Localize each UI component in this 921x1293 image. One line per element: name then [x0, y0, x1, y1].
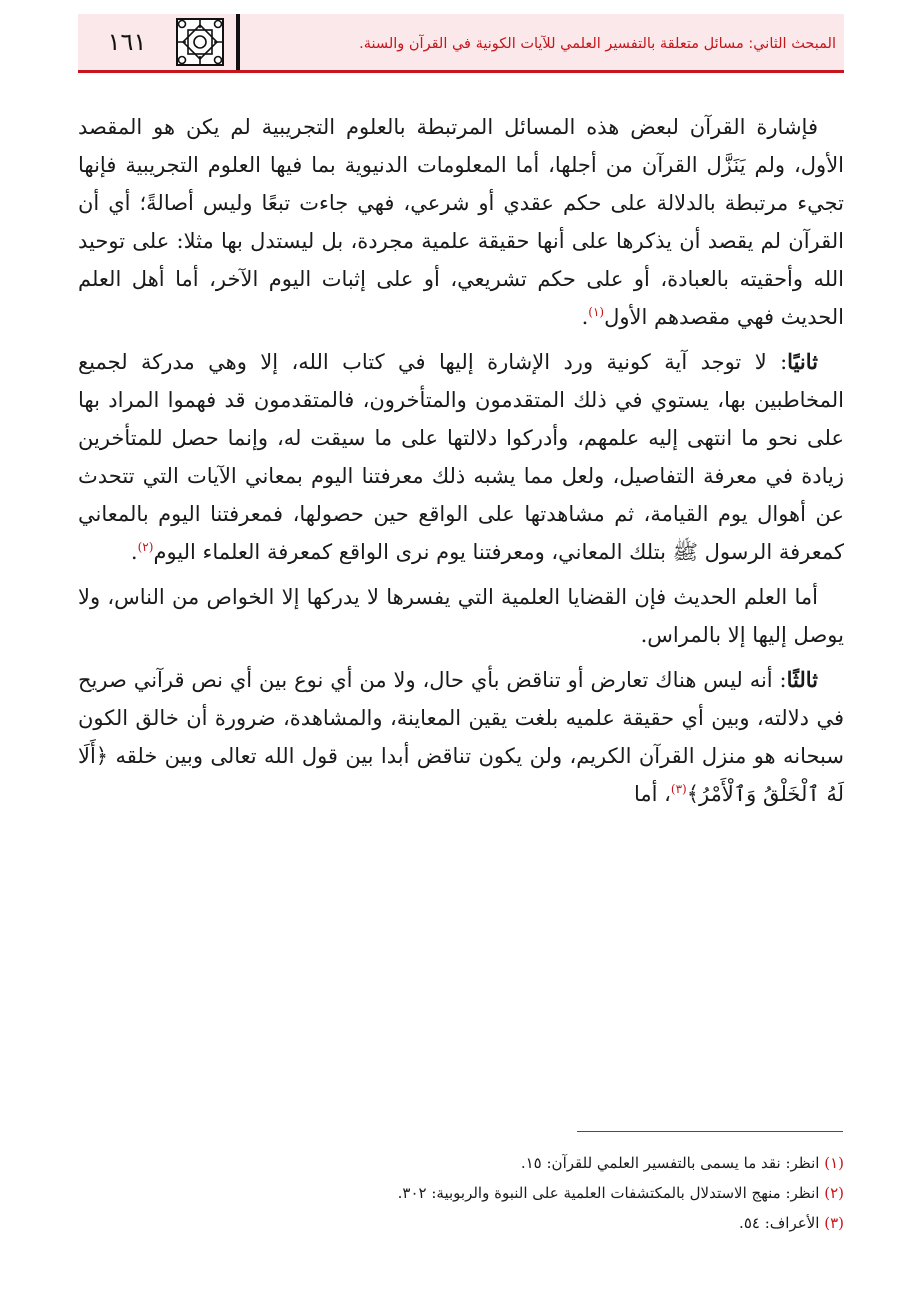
- footnote-ref-3[interactable]: (٣): [670, 782, 687, 796]
- footnote-separator: [577, 1131, 843, 1132]
- footnote-2: [78, 1178, 844, 1208]
- main-text: [78, 108, 844, 820]
- paragraph-1-end: .: [581, 305, 589, 329]
- paragraph-2-end: .: [130, 540, 138, 564]
- header-underline: [78, 70, 844, 73]
- quran-verse: ﴿أَلَا لَهُ ٱلْخَلْقُ وَٱلْأَمْرُ﴾: [78, 744, 844, 806]
- footnote-ref-2[interactable]: (٢): [137, 540, 154, 554]
- paragraph-1: [78, 108, 844, 336]
- paragraph-4-lead: ثالثًا: [786, 667, 818, 692]
- geometric-star-ornament-icon: [176, 18, 224, 66]
- footnote-3: [78, 1208, 844, 1238]
- paragraph-2-text: : لا توجد آية كونية ورد الإشارة إليها في كتاب الله، إلا وهي مدركة لجميع المخاطبين بها، يستوي في ذلك المتقدمون والمتأخرون، فالمتقدمون قد فهموا المراد بها على نحو ما انتهى إليه علمهم، وأدركوا دلالتها على ما سيقت له، وإنما حصل للمتأخرين زيادة في معرفة التفاصيل، ولعل مما يشبه ذلك معرفتنا اليوم بمعاني الآيات التي تتحدث عن أهوال يوم القيامة، ثم مشاهدتها على الواقع حين حصولها، فمعرفتنا اليوم بالمعاني كمعرفة الرسول ﷺ بتلك المعاني، ومعرفتنا يوم نرى الواقع كمعرفة العلماء اليوم: [78, 350, 844, 564]
- paragraph-2: [78, 343, 844, 571]
- paragraph-3: أما العلم الحديث فإن القضايا العلمية التي يفسرها لا يدركها إلا الخواص من الناس، ولا يوصل إليها إلا بالمراس.: [78, 585, 844, 647]
- paragraph-4-end: ، أما: [633, 782, 671, 806]
- page-header: [78, 14, 844, 70]
- footnote-text: الأعراف: ٥٤.: [739, 1214, 820, 1232]
- footnote-number: (٢): [824, 1184, 844, 1202]
- footnote-1: [78, 1148, 844, 1178]
- page-number: ١٦١: [107, 28, 147, 56]
- footnotes: [78, 1148, 844, 1238]
- paragraph-1-text: فإشارة القرآن لبعض هذه المسائل المرتبطة بالعلوم التجريبية لم يكن هو المقصد الأول، ولم يَنَزَّل القرآن من أجلها، أما المعلومات الدنيوية بما فيها العلوم التجريبية فإنها تجيء مرتبطة بالدلالة على حكم عقدي أو شرعي، فهي جاءت تبعًا وليس أصالةً؛ أي أن القرآن لم يقصد أن يذكرها على أنها حقيقة علمية مجردة، بل ليستدل بها مثلا: على توحيد الله وأحقيته بالعبادة، أو على حكم تشريعي، أو على إثبات اليوم الآخر، أما أهل العلم الحديث فهي مقصدهم الأول: [78, 115, 845, 329]
- header-divider: [236, 14, 240, 70]
- footnote-text: انظر: نقد ما يسمى بالتفسير العلمي للقرآن: ١٥.: [520, 1154, 820, 1172]
- footnote-ref-1[interactable]: (١): [588, 305, 605, 319]
- footnote-text: انظر: منهج الاستدلال بالمكتشفات العلمية على النبوة والربوبية: ٣٠٢.: [397, 1184, 820, 1202]
- footnote-number: (١): [824, 1154, 844, 1172]
- paragraph-2-lead: ثانيًا: [787, 349, 818, 374]
- footnote-number: (٣): [824, 1214, 844, 1232]
- paragraph-4-text: : أنه ليس هناك تعارض أو تناقض بأي حال، ولا من أي نوع بين أي نص قرآني صريح في دلالته، وبين أي حقيقة علميه بلغت يقين المعاينة، والمشاهدة، ضرورة أن خالق الكون سبحانه هو منزل القرآن الكريم، ولن يكون تناقض أبدا بين قول الله تعالى وبين خلقه: [78, 668, 844, 768]
- paragraph-4: [78, 661, 844, 813]
- running-head: المبحث الثاني: مسائل متعلقة بالتفسير العلمي للآيات الكونية في القرآن والسنة.: [359, 36, 836, 52]
